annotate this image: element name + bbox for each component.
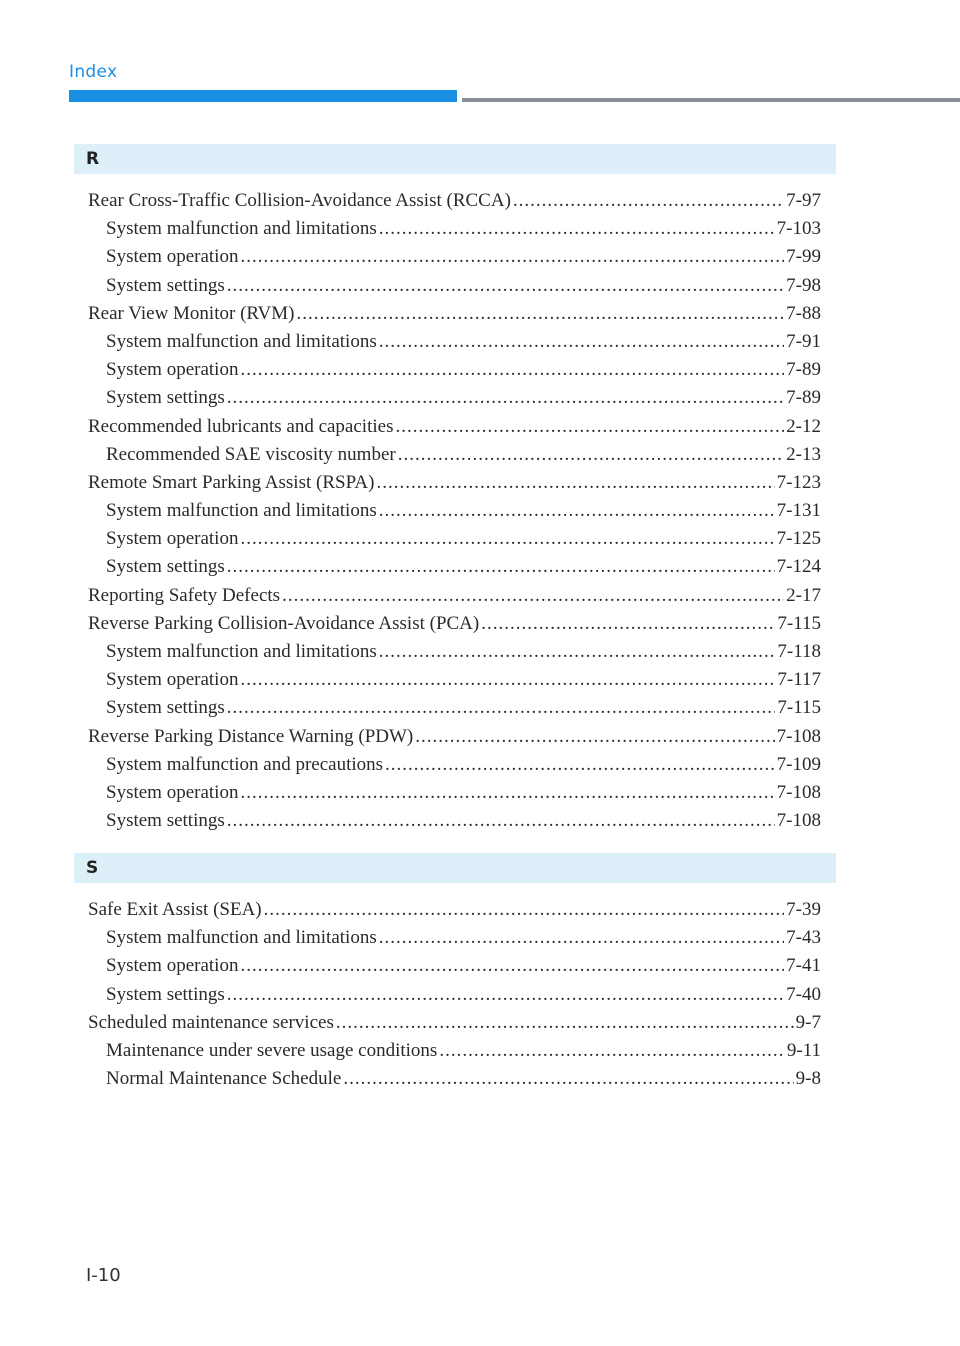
dot-leader (379, 497, 775, 525)
index-entry (88, 723, 821, 751)
entry-page-ref: 7-131 (776, 500, 821, 522)
dot-leader (240, 356, 784, 384)
section-header-s (74, 853, 836, 883)
dot-leader (513, 187, 784, 215)
entry-label: System operation (106, 359, 239, 381)
index-list-s (88, 896, 821, 1093)
dot-leader (264, 896, 785, 924)
index-entry (88, 1009, 821, 1037)
entry-page-ref: 7-103 (776, 218, 821, 240)
entry-page-ref: 7-99 (786, 246, 821, 268)
entry-page-ref: 7-109 (776, 753, 821, 775)
entry-label: Reverse Parking Collision-Avoidance Assist (PCA) (88, 612, 480, 634)
index-subentry (88, 952, 821, 980)
entry-label: Remote Smart Parking Assist (RSPA) (88, 471, 375, 493)
dot-leader (376, 469, 774, 497)
section-header-r (74, 144, 836, 174)
dot-leader (227, 384, 784, 412)
entry-page-ref: 7-125 (776, 528, 821, 550)
entry-page-ref: 7-118 (777, 641, 821, 662)
index-subentry (88, 666, 821, 694)
dot-leader (240, 243, 784, 271)
entry-page-ref: 2-12 (786, 415, 821, 437)
entry-page-ref: 7-124 (776, 556, 821, 578)
entry-page-ref: 7-98 (786, 274, 821, 296)
header-rule-accent (69, 90, 457, 102)
section-letter: R (86, 149, 100, 169)
entry-label: Reporting Safety Defects (88, 584, 281, 606)
index-subentry (88, 356, 821, 384)
entry-page-ref: 9-7 (795, 1011, 821, 1033)
dot-leader (227, 553, 775, 581)
entry-page-ref: 7-108 (776, 781, 821, 803)
dot-leader (240, 779, 774, 807)
section-letter: S (86, 858, 99, 878)
dot-leader (297, 300, 785, 328)
dot-leader (398, 441, 784, 469)
dot-leader (240, 525, 774, 553)
dot-leader (385, 751, 775, 779)
dot-leader (379, 328, 784, 356)
index-subentry (88, 384, 821, 412)
index-subentry (88, 243, 821, 271)
dot-leader (481, 610, 775, 638)
dot-leader (240, 952, 784, 980)
entry-label: Maintenance under severe usage conditions (106, 1039, 438, 1061)
entry-label: System operation (106, 246, 239, 268)
dot-leader (379, 638, 776, 666)
entry-page-ref: 9-8 (795, 1068, 821, 1090)
entry-label: System settings (106, 983, 225, 1005)
index-subentry (88, 1065, 821, 1093)
entry-page-ref: 9-11 (786, 1039, 821, 1061)
entry-page-ref: 7-40 (786, 983, 821, 1005)
index-entry (88, 187, 821, 215)
entry-label: System malfunction and limitations (106, 641, 377, 662)
entry-label: Rear View Monitor (RVM) (88, 302, 295, 324)
index-subentry (88, 924, 821, 952)
index-subentry (88, 807, 821, 835)
entry-page-ref: 7-108 (776, 725, 821, 747)
index-subentry (88, 525, 821, 553)
entry-page-ref: 7-115 (777, 612, 821, 634)
entry-page-ref: 7-117 (777, 669, 821, 691)
entry-label: Normal Maintenance Schedule (106, 1068, 342, 1090)
index-list-r (88, 187, 821, 835)
entry-label: System malfunction and limitations (106, 500, 377, 522)
page-number: I-10 (86, 1265, 121, 1286)
entry-page-ref: 7-41 (786, 955, 821, 977)
index-subentry (88, 328, 821, 356)
index-entry (88, 300, 821, 328)
index-entry (88, 582, 821, 610)
dot-leader (343, 1065, 793, 1093)
index-entry (88, 896, 821, 924)
entry-label: System settings (106, 387, 225, 409)
entry-label: Reverse Parking Distance Warning (PDW) (88, 725, 414, 747)
entry-label: System malfunction and limitations (106, 927, 377, 949)
entry-label: System settings (106, 697, 225, 719)
entry-label: System operation (106, 528, 239, 550)
entry-label: System settings (106, 556, 225, 578)
entry-label: Safe Exit Assist (SEA) (88, 899, 262, 920)
index-subentry (88, 215, 821, 243)
index-subentry (88, 497, 821, 525)
entry-label: System settings (106, 810, 225, 832)
dot-leader (336, 1009, 794, 1037)
entry-page-ref: 7-115 (777, 697, 821, 719)
entry-page-ref: 7-91 (786, 330, 821, 352)
entry-label: System operation (106, 955, 239, 977)
index-entry (88, 610, 821, 638)
dot-leader (227, 981, 784, 1009)
entry-page-ref: 2-17 (786, 584, 821, 606)
entry-page-ref: 7-108 (776, 810, 821, 832)
index-subentry (88, 638, 821, 666)
entry-label: System operation (106, 669, 239, 691)
entry-page-ref: 7-43 (786, 927, 821, 949)
entry-page-ref: 7-97 (786, 190, 821, 211)
entry-label: System malfunction and precautions (106, 753, 384, 775)
dot-leader (379, 924, 784, 952)
dot-leader (282, 582, 784, 610)
index-subentry (88, 981, 821, 1009)
index-entry (88, 413, 821, 441)
dot-leader (395, 413, 784, 441)
entry-page-ref: 7-89 (786, 387, 821, 409)
index-subentry (88, 272, 821, 300)
entry-page-ref: 7-89 (786, 359, 821, 381)
page-title: Index (69, 62, 118, 82)
entry-page-ref: 7-88 (786, 302, 821, 324)
entry-label: Scheduled maintenance services (88, 1011, 334, 1033)
entry-page-ref: 2-13 (786, 443, 821, 465)
dot-leader (415, 723, 774, 751)
entry-page-ref: 7-123 (776, 471, 821, 493)
index-entry (88, 469, 821, 497)
index-subentry (88, 751, 821, 779)
dot-leader (227, 807, 775, 835)
dot-leader (240, 666, 775, 694)
index-subentry (88, 441, 821, 469)
entry-label: System malfunction and limitations (106, 330, 377, 352)
entry-label: Rear Cross-Traffic Collision-Avoidance Assist (RCCA) (88, 190, 511, 211)
dot-leader (227, 272, 784, 300)
entry-page-ref: 7-39 (786, 899, 821, 920)
dot-leader (227, 694, 776, 722)
entry-label: Recommended lubricants and capacities (88, 415, 394, 437)
dot-leader (439, 1037, 785, 1065)
entry-label: System settings (106, 274, 225, 296)
index-subentry (88, 553, 821, 581)
header-rule (462, 98, 960, 102)
index-subentry (88, 694, 821, 722)
entry-label: System malfunction and limitations (106, 218, 377, 240)
index-subentry (88, 779, 821, 807)
index-subentry (88, 1037, 821, 1065)
entry-label: System operation (106, 781, 239, 803)
dot-leader (379, 215, 775, 243)
entry-label: Recommended SAE viscosity number (106, 443, 396, 465)
